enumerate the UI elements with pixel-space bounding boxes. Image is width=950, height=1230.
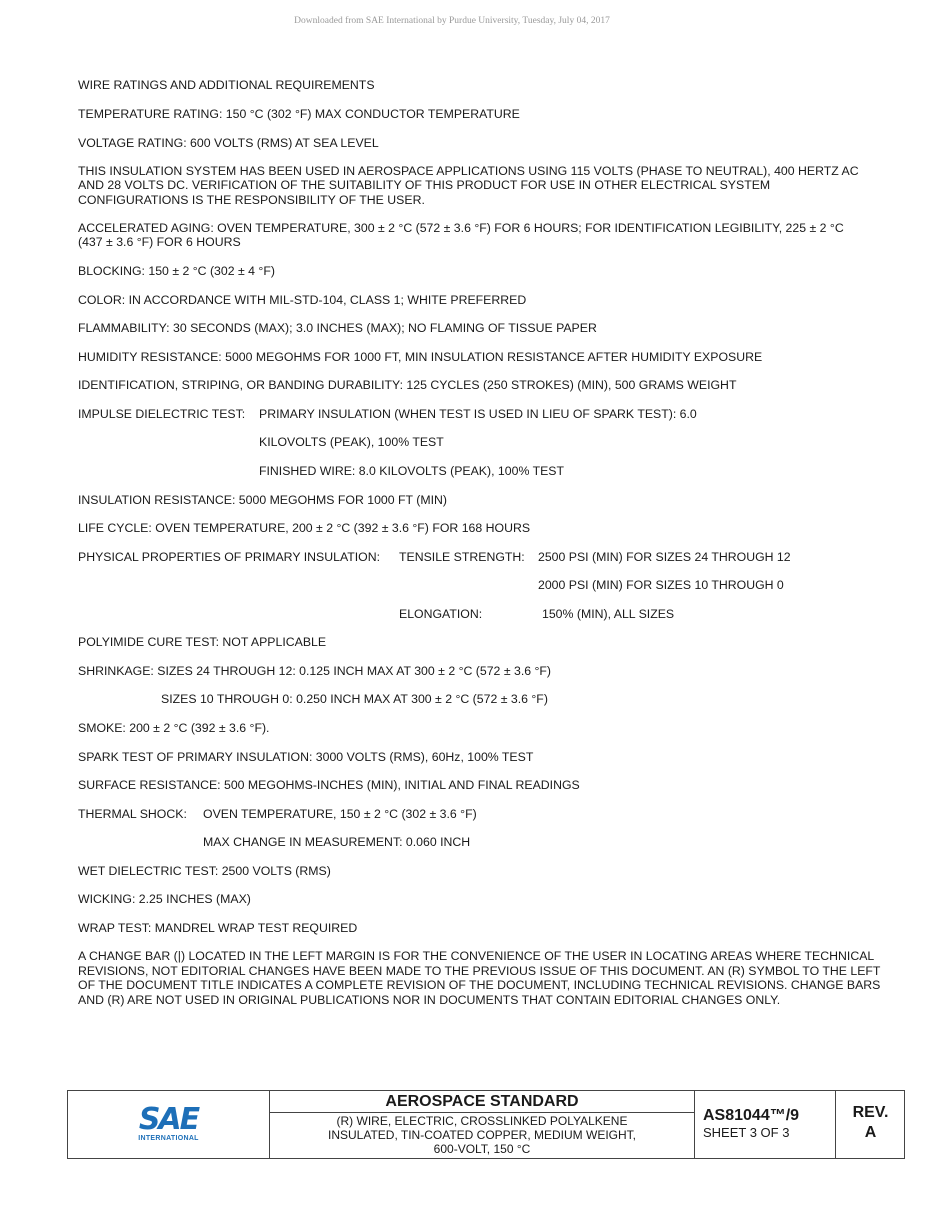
revision-value: A (864, 1124, 877, 1141)
tensile-strength-value-1: 2500 PSI (MIN) FOR SIZES 24 THROUGH 12 (538, 550, 791, 564)
revision-cell (836, 1091, 905, 1158)
tensile-strength-value-2: 2000 PSI (MIN) FOR SIZES 10 THROUGH 0 (538, 578, 784, 592)
insulation-system-line-2: AND 28 VOLTS DC. VERIFICATION OF THE SUITABILITY OF THIS PRODUCT FOR USE IN OTHER ELECTRICAL SYSTEM (78, 178, 771, 192)
insulation-resistance: INSULATION RESISTANCE: 5000 MEGOHMS FOR 1000 FT (MIN) (78, 493, 447, 507)
document-number-cell (695, 1091, 836, 1158)
humidity-resistance: HUMIDITY RESISTANCE: 5000 MEGOHMS FOR 1000 FT, MIN INSULATION RESISTANCE AFTER HUMIDITY EXPOSURE (78, 350, 763, 364)
insulation-system-line-3: CONFIGURATIONS IS THE RESPONSIBILITY OF THE USER. (78, 193, 425, 207)
sae-logo-mark: SAE (138, 1102, 199, 1137)
sae-logo (138, 1102, 199, 1143)
sheet-number: SHEET 3 OF 3 (703, 1125, 790, 1140)
wet-dielectric-test: WET DIELECTRIC TEST: 2500 VOLTS (RMS) (78, 864, 331, 878)
flammability: FLAMMABILITY: 30 SECONDS (MAX); 3.0 INCHES (MAX); NO FLAMING OF TISSUE PAPER (78, 321, 597, 335)
document-number: AS81044™/9 (703, 1107, 800, 1124)
elongation-label: ELONGATION: (399, 607, 483, 621)
accelerated-aging-line-2: (437 ± 3.6 °F) FOR 6 HOURS (78, 235, 241, 249)
thermal-shock-max-change: MAX CHANGE IN MEASUREMENT: 0.060 INCH (203, 835, 471, 849)
blocking: BLOCKING: 150 ± 2 °C (302 ± 4 °F) (78, 264, 275, 278)
tensile-strength-label: TENSILE STRENGTH: (399, 550, 525, 564)
impulse-dielectric-label: IMPULSE DIELECTRIC TEST: (78, 407, 246, 421)
voltage-rating: VOLTAGE RATING: 600 VOLTS (RMS) AT SEA LEVEL (78, 136, 379, 150)
wrap-test: WRAP TEST: MANDREL WRAP TEST REQUIRED (78, 921, 358, 935)
impulse-kilovolts: KILOVOLTS (PEAK), 100% TEST (259, 435, 444, 449)
life-cycle: LIFE CYCLE: OVEN TEMPERATURE, 200 ± 2 °C (392 ± 3.6 °F) FOR 168 HOURS (78, 521, 531, 535)
subtitle-line-2: INSULATED, TIN-COATED COPPER, MEDIUM WEIGHT, (327, 1128, 637, 1142)
section-heading: WIRE RATINGS AND ADDITIONAL REQUIREMENTS (78, 78, 375, 92)
subtitle-line-1: (R) WIRE, ELECTRIC, CROSSLINKED POLYALKENE (336, 1114, 628, 1128)
aerospace-standard-heading: AEROSPACE STANDARD (270, 1091, 694, 1113)
revision-label: REV. (852, 1104, 889, 1121)
document-title-cell (270, 1091, 695, 1158)
impulse-primary-insulation: PRIMARY INSULATION (WHEN TEST IS USED IN LIEU OF SPARK TEST): 6.0 (259, 407, 697, 421)
subtitle-line-3: 600-VOLT, 150 °C (433, 1142, 531, 1156)
thermal-shock-oven: OVEN TEMPERATURE, 150 ± 2 °C (302 ± 3.6 °F) (203, 807, 477, 821)
temperature-rating: TEMPERATURE RATING: 150 °C (302 °F) MAX CONDUCTOR TEMPERATURE (78, 107, 520, 121)
polyimide-cure-test: POLYIMIDE CURE TEST: NOT APPLICABLE (78, 635, 327, 649)
download-watermark: Downloaded from SAE International by Purdue University, Tuesday, July 04, 2017 (294, 16, 610, 26)
surface-resistance: SURFACE RESISTANCE: 500 MEGOHMS-INCHES (MIN), INITIAL AND FINAL READINGS (78, 778, 580, 792)
color: COLOR: IN ACCORDANCE WITH MIL-STD-104, CLASS 1; WHITE PREFERRED (78, 293, 527, 307)
physical-properties-label: PHYSICAL PROPERTIES OF PRIMARY INSULATION: (78, 550, 381, 564)
document-subtitle (270, 1113, 694, 1156)
wicking: WICKING: 2.25 INCHES (MAX) (78, 892, 251, 906)
spark-test: SPARK TEST OF PRIMARY INSULATION: 3000 VOLTS (RMS), 60Hz, 100% TEST (78, 750, 534, 764)
accelerated-aging-line-1: ACCELERATED AGING: OVEN TEMPERATURE, 300 ± 2 °C (572 ± 3.6 °F) FOR 6 HOURS; FOR IDENTIFICATION LEGIBILITY, 225 ± 2 °C (78, 221, 844, 235)
change-bar-note: A CHANGE BAR (|) LOCATED IN THE LEFT MARGIN IS FOR THE CONVENIENCE OF THE USER IN LOCATING AREAS WHERE TECHNICAL REVISIONS, NOT EDITORIAL CHANGES HAVE BEEN MADE TO THE PREVIOUS ISSUE OF THIS DOCUMENT. AN (R) SYMBOL TO THE LEFT OF THE DOCUMENT TITLE INDICATES A COMPLETE REVISION OF THE DOCUMENT, INCLUDING TECHNICAL REVISIONS. CHANGE BARS AND (R) ARE NOT USED IN ORIGINAL PUBLICATIONS NOR IN DOCUMENTS THAT CONTAIN EDITORIAL CHANGES ONLY. (78, 949, 881, 1007)
smoke: SMOKE: 200 ± 2 °C (392 ± 3.6 °F). (78, 721, 270, 735)
identification-durability: IDENTIFICATION, STRIPING, OR BANDING DURABILITY: 125 CYCLES (250 STROKES) (MIN), 500 GRAMS WEIGHT (78, 378, 737, 392)
thermal-shock-label: THERMAL SHOCK: (78, 807, 187, 821)
shrinkage-line-1: SHRINKAGE: SIZES 24 THROUGH 12: 0.125 INCH MAX AT 300 ± 2 °C (572 ± 3.6 °F) (78, 664, 552, 678)
shrinkage-line-2: SIZES 10 THROUGH 0: 0.250 INCH MAX AT 300 ± 2 °C (572 ± 3.6 °F) (161, 692, 548, 706)
title-block (67, 1090, 905, 1159)
impulse-finished-wire: FINISHED WIRE: 8.0 KILOVOLTS (PEAK), 100% TEST (259, 464, 565, 478)
sae-logo-cell (68, 1091, 270, 1158)
sae-logo-subtext: INTERNATIONAL (138, 1135, 199, 1142)
elongation-value: 150% (MIN), ALL SIZES (542, 607, 675, 621)
insulation-system-line-1: THIS INSULATION SYSTEM HAS BEEN USED IN AEROSPACE APPLICATIONS USING 115 VOLTS (PHASE TO NEUTRAL), 400 HERTZ AC (78, 164, 859, 178)
